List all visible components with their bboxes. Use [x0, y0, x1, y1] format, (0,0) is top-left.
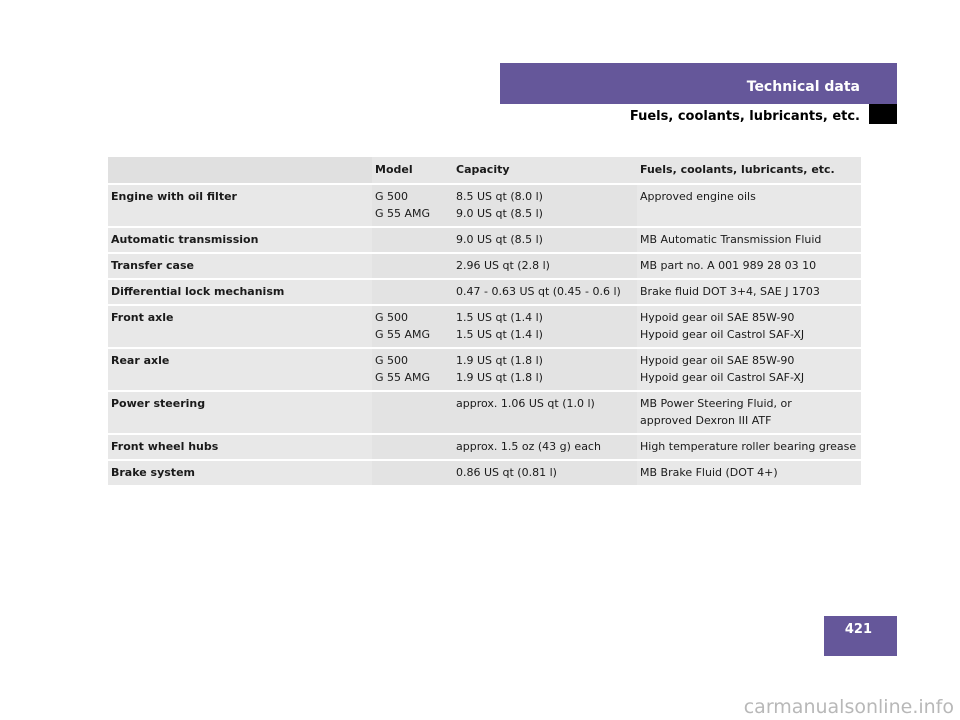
- model-cell-line: G 500: [375, 311, 409, 324]
- component-cell: Power steering: [108, 392, 372, 435]
- page-number: 421: [844, 622, 872, 637]
- table-row: [108, 392, 861, 435]
- table-row: [108, 435, 861, 461]
- model-cell: [372, 349, 453, 392]
- fluid-cell: [637, 392, 861, 435]
- capacity-cell: [453, 228, 637, 254]
- capacity-cell-line: 1.9 US qt (1.8 l): [456, 371, 543, 384]
- fluid-cell: [637, 461, 861, 487]
- table-row: [108, 306, 861, 349]
- component-cell: Engine with oil filter: [108, 185, 372, 228]
- table-row: [108, 185, 861, 228]
- fluid-cell-line: MB Power Steering Fluid, or: [640, 397, 792, 410]
- capacity-cell-line: 9.0 US qt (8.5 l): [456, 233, 543, 246]
- fluid-cell-line: Hypoid gear oil SAE 85W-90: [640, 311, 795, 324]
- corner-marker: [869, 104, 897, 124]
- capacity-cell: [453, 280, 637, 306]
- fluid-cell: [637, 435, 861, 461]
- column-header-capacity: Capacity: [453, 157, 637, 185]
- model-cell-line: G 500: [375, 190, 409, 203]
- table-row: [108, 349, 861, 392]
- fluid-cell-line: approved Dexron III ATF: [640, 414, 772, 427]
- model-cell-line: G 500: [375, 354, 409, 367]
- column-header-fluid: Fuels, coolants, lubricants, etc.: [637, 157, 861, 185]
- component-cell: Differential lock mechanism: [108, 280, 372, 306]
- fluid-cell-line: Hypoid gear oil Castrol SAF-XJ: [640, 328, 805, 341]
- model-cell-line: G 55 AMG: [375, 371, 431, 384]
- capacity-cell-line: approx. 1.06 US qt (1.0 l): [456, 397, 595, 410]
- fluid-cell-line: Hypoid gear oil SAE 85W-90: [640, 354, 795, 367]
- model-cell: [372, 254, 453, 280]
- table-row: [108, 461, 861, 487]
- capacity-cell-line: 1.5 US qt (1.4 l): [456, 311, 543, 324]
- model-cell-line: G 55 AMG: [375, 207, 431, 220]
- capacity-cell-line: 1.5 US qt (1.4 l): [456, 328, 543, 341]
- fluid-cell: [637, 349, 861, 392]
- fluid-cell-line: MB Automatic Transmission Fluid: [640, 233, 822, 246]
- table-row: [108, 228, 861, 254]
- model-cell: [372, 306, 453, 349]
- fluid-cell: [637, 280, 861, 306]
- fluid-cell-line: Brake fluid DOT 3+4, SAE J 1703: [640, 285, 820, 298]
- model-cell: [372, 280, 453, 306]
- fluid-cell-line: Hypoid gear oil Castrol SAF-XJ: [640, 371, 805, 384]
- model-cell-line: G 55 AMG: [375, 328, 431, 341]
- capacity-cell-line: 8.5 US qt (8.0 l): [456, 190, 543, 203]
- model-cell: [372, 185, 453, 228]
- capacity-cell-line: 0.47 - 0.63 US qt (0.45 - 0.6 l): [456, 285, 621, 298]
- capacity-cell: [453, 349, 637, 392]
- model-cell: [372, 461, 453, 487]
- capacity-cell: [453, 185, 637, 228]
- model-cell: [372, 392, 453, 435]
- component-cell: Front wheel hubs: [108, 435, 372, 461]
- watermark: carmanualsonline.info: [743, 696, 954, 718]
- component-cell: Automatic transmission: [108, 228, 372, 254]
- capacity-cell: [453, 461, 637, 487]
- fluid-cell-line: Approved engine oils: [640, 190, 756, 203]
- fluid-cell: [637, 306, 861, 349]
- fluid-cell: [637, 254, 861, 280]
- capacity-cell: [453, 392, 637, 435]
- capacity-cell: [453, 306, 637, 349]
- capacity-cell: [453, 435, 637, 461]
- model-cell: [372, 435, 453, 461]
- fluid-cell-line: MB part no. A 001 989 28 03 10: [640, 259, 817, 272]
- model-cell: [372, 228, 453, 254]
- capacity-cell-line: 0.86 US qt (0.81 l): [456, 466, 557, 479]
- capacity-cell-line: approx. 1.5 oz (43 g) each: [456, 440, 601, 453]
- component-cell: Brake system: [108, 461, 372, 487]
- column-header-component: [108, 157, 372, 185]
- capacity-cell-line: 2.96 US qt (2.8 l): [456, 259, 550, 272]
- component-cell: Front axle: [108, 306, 372, 349]
- table-row: [108, 254, 861, 280]
- fluids-capacity-table: [108, 157, 861, 487]
- capacity-cell-line: 9.0 US qt (8.5 l): [456, 207, 543, 220]
- page-subtitle: Fuels, coolants, lubricants, etc.: [629, 109, 860, 124]
- fluid-cell: [637, 228, 861, 254]
- section-title: Technical data: [746, 79, 860, 95]
- capacity-cell: [453, 254, 637, 280]
- component-cell: Transfer case: [108, 254, 372, 280]
- fluid-cell: [637, 185, 861, 228]
- component-cell: Rear axle: [108, 349, 372, 392]
- capacity-cell-line: 1.9 US qt (1.8 l): [456, 354, 543, 367]
- column-header-model: Model: [372, 157, 453, 185]
- table-row: [108, 280, 861, 306]
- fluid-cell-line: High temperature roller bearing grease: [640, 440, 857, 453]
- table-header-row: [108, 157, 861, 185]
- fluid-cell-line: MB Brake Fluid (DOT 4+): [640, 466, 778, 479]
